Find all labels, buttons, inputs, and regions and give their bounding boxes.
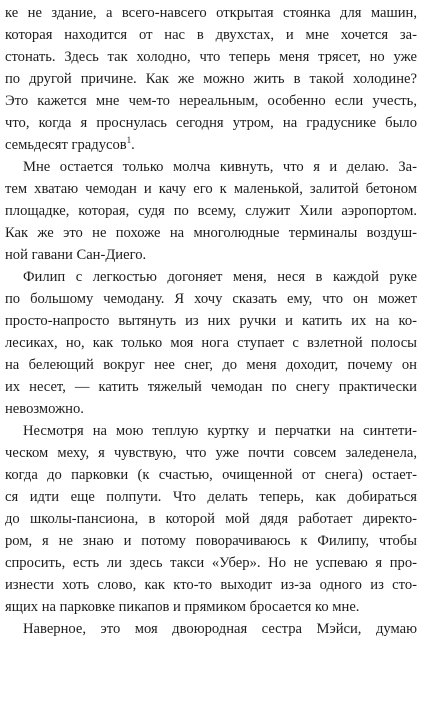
text-line: ной гавани Сан-Диего. — [5, 247, 147, 263]
text-line: семьдесят градусов$^1$. — [5, 135, 135, 153]
text-line: Наверное, это моя двоюродная сестра Мэйси, думаю — [23, 621, 417, 637]
text-line: которая находится от нас в двухстах, и мне хочется за- — [5, 27, 417, 43]
text-line: ческом меху, я чувствую, что уже почти совсем заледенела, — [5, 445, 417, 461]
footnote-marker: 1 — [126, 135, 132, 145]
text-line: Филип с легкостью догоняет меня, неся в каждой руке — [23, 269, 417, 285]
text-line: их несет, — катить тяжелый чемодан по снегу практически — [5, 379, 417, 395]
text-line: по другой причине. Как же можно жить в такой холодине? — [5, 71, 417, 87]
text-line: Как же это не похоже на многолюдные терминалы воздуш- — [5, 225, 417, 241]
text-line: площадке, которая, судя по всему, служит Хили аэропортом. — [5, 203, 417, 219]
text-line: ке не здание, а всего-навсего открытая стоянка для машин, — [5, 5, 417, 21]
text-line: тем хватаю чемодан и качу его к маленькой, залитой бетоном — [5, 181, 417, 197]
text-line: Несмотря на мою теплую куртку и перчатки на синтети- — [23, 423, 417, 439]
text-line: Это кажется мне чем-то нереальным, особенно если учесть, — [5, 93, 417, 109]
text-line: просто-напросто вытянуть из них ручки и катить их на ко- — [5, 313, 417, 329]
text-line: ящих на парковке пикапов и прямиком бросается ко мне. — [5, 599, 360, 615]
text-line: до школы-пансиона, в которой мой дядя работает директо- — [5, 511, 417, 527]
text-line: стонать. Здесь так холодно, что теперь меня трясет, но уже — [5, 49, 417, 65]
text-line: ся идти еще полпути. Что делать теперь, как добираться — [5, 489, 417, 505]
text-line: по большому чемодану. Я хочу сказать ему, что он может — [5, 291, 417, 307]
text-line: изнести хоть слово, как кто-то выходит из-за одного из сто- — [5, 577, 417, 593]
text-line: невозможно. — [5, 401, 84, 417]
text-line: лесиках, но, как только моя нога ступает с взлетной полосы — [5, 335, 417, 351]
text-line: Мне остается только молча кивнуть, что я и делаю. За- — [23, 159, 417, 175]
text-line: спросить, есть ли здесь такси «Убер». Но не успеваю я про- — [5, 555, 417, 571]
text-line: ром, я не знаю и потому поворачиваюсь к Филипу, чтобы — [5, 533, 417, 549]
text-line-content: семьдесят градусов — [5, 137, 127, 153]
text-line: когда до парковки (к счастью, очищенной от снега) остает- — [5, 467, 417, 483]
text-line: что, когда я проснулась сегодня утром, на градуснике было — [5, 115, 417, 131]
text-line: на белеющий вокруг нее снег, до меня доходит, почему он — [5, 357, 417, 373]
